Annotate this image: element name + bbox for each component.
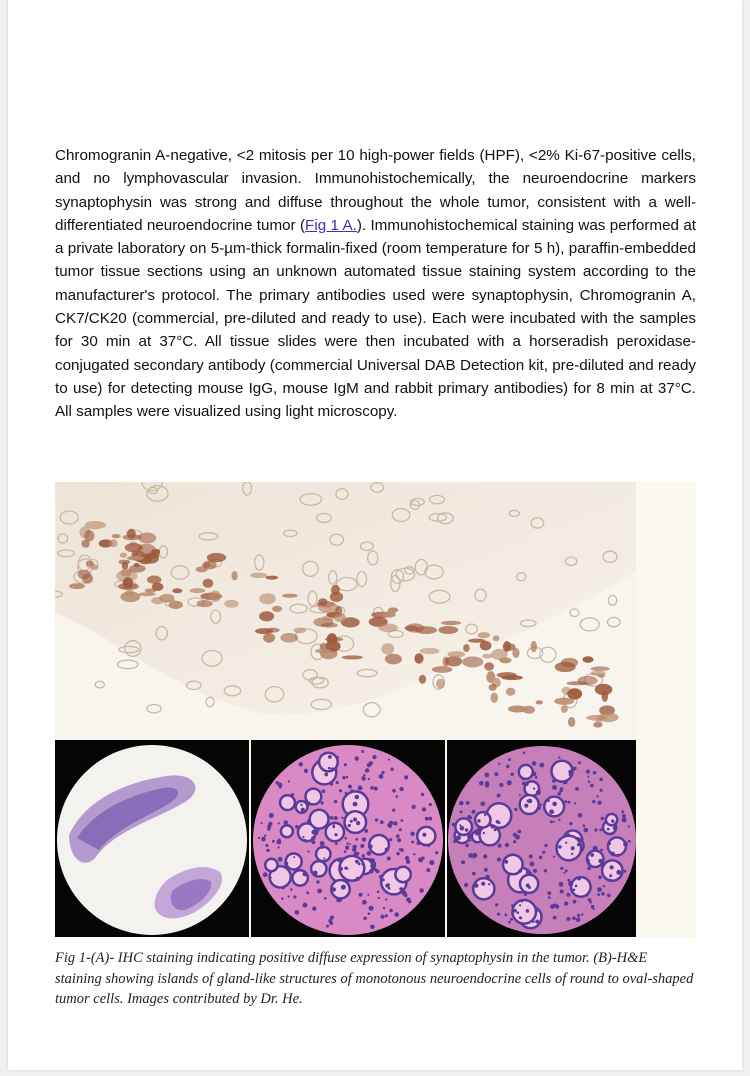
paragraph-text-start: Chromogranin A-negative, <2 mitosis per 10 high-power fields (HPF), <2% Ki-67-positive cells, and no lymphovascular invasion. Immunohistochemically, the neuroendocrine markers synaptophysin was strong and diffuse throughout the whole tumor, consistent with a well-differentiated neuroendocrine tumor ( — [55, 147, 696, 234]
figure-1 — [55, 482, 696, 937]
he-low-power-image — [55, 740, 249, 937]
document-page — [8, 0, 742, 1070]
ihc-image — [55, 482, 636, 740]
body-paragraph — [55, 144, 696, 424]
he-mid-power-image — [251, 740, 445, 937]
he-high-power-image — [447, 740, 636, 937]
paragraph-text-end: ). Immunohistochemical staining was performed at a private laboratory on 5-µm-thick formalin-fixed (room temperature for 5 h), paraffin-embedded tumor tissue sections using an unknown automated tissue staining system according to the manufacturer's protocol. The primary antibodies used were synaptophysin, Chromogranin A, CK7/CK20 (commercial, pre-diluted and ready to use). Each were incubated with the samples for 30 min at 37°C. All tissue slides were then incubated with a horseradish peroxidase-conjugated secondary antibody (commercial Universal DAB Detection kit, pre-diluted and ready to use) for detecting mouse IgG, mouse IgM and rabbit primary antibodies) for 8 min at 37°C. All samples were visualized using light microscopy. — [55, 216, 697, 421]
he-micrograph-row — [55, 740, 636, 937]
he-mid-power-panel — [251, 740, 445, 937]
he-high-power-panel — [447, 740, 636, 937]
figure-caption: Fig 1-(A)- IHC staining indicating positive diffuse expression of synaptophysin in the tumor. (B)-H&E staining showing islands of gland-like structures of monotonous neuroendocrine cells of round to oval-shaped tumor cells. Images contributed by Dr. He. — [55, 950, 694, 1007]
ihc-micrograph — [55, 482, 636, 740]
he-low-power-panel — [55, 740, 249, 937]
figure-link[interactable]: Fig 1 A. — [305, 216, 357, 234]
